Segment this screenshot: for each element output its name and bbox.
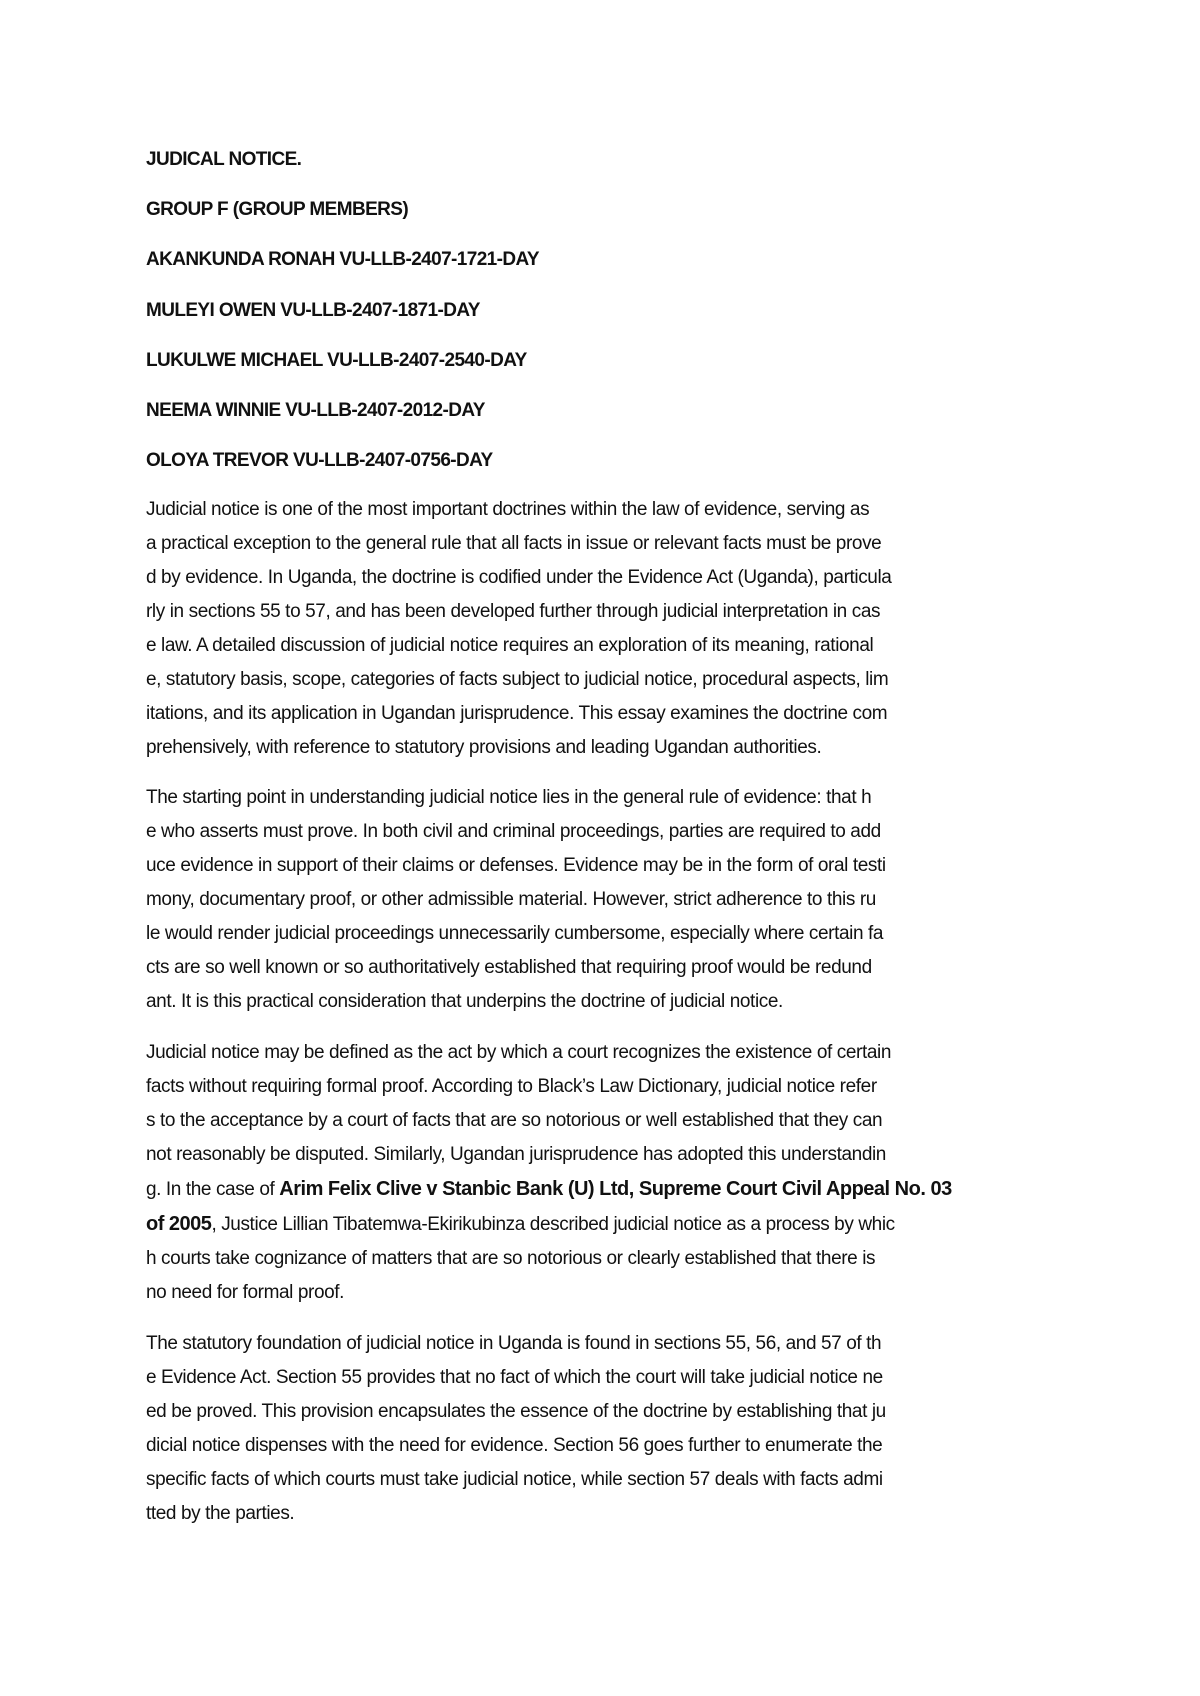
text-line: rly in sections 55 to 57, and has been developed further through judicial interpretation in cas bbox=[146, 601, 881, 623]
member-line: MULEYI OWEN VU-LLB-2407-1871-DAY bbox=[146, 299, 480, 321]
case-citation: Arim Felix Clive v Stanbic Bank (U) Ltd, Supreme Court Civil Appeal No. 03 bbox=[279, 1178, 952, 1201]
text-line: specific facts of which courts must take judicial notice, while section 57 deals with facts admi bbox=[146, 1469, 883, 1491]
text-line: itations, and its application in Ugandan jurisprudence. This essay examines the doctrine com bbox=[146, 703, 888, 725]
case-intro-text: g. In the case of bbox=[146, 1179, 280, 1201]
document-title: JUDICAL NOTICE. bbox=[146, 149, 302, 170]
text-line: h courts take cognizance of matters that are so notorious or clearly established that there is bbox=[146, 1248, 876, 1270]
member-line: AKANKUNDA RONAH VU-LLB-2407-1721-DAY bbox=[146, 249, 539, 271]
document-body bbox=[146, 148, 1064, 1531]
paragraph-spacer bbox=[146, 1310, 1064, 1327]
member-line: OLOYA TREVOR VU-LLB-2407-0756-DAY bbox=[146, 450, 493, 472]
member-line: LUKULWE MICHAEL VU-LLB-2407-2540-DAY bbox=[146, 349, 527, 371]
paragraph-statutory-foundation bbox=[146, 1327, 1064, 1531]
text-line: d by evidence. In Uganda, the doctrine is codified under the Evidence Act (Uganda), particula bbox=[146, 567, 892, 589]
text-line: dicial notice dispenses with the need for evidence. Section 56 goes further to enumerate the bbox=[146, 1435, 883, 1457]
text-line: prehensively, with reference to statutory provisions and leading Ugandan authorities. bbox=[146, 737, 822, 759]
paragraph-general-rule bbox=[146, 781, 1064, 1019]
text-line: e, statutory basis, scope, categories of facts subject to judicial notice, procedural aspects, lim bbox=[146, 669, 889, 691]
text-line: e who asserts must prove. In both civil and criminal proceedings, parties are required to add bbox=[146, 821, 881, 843]
member-line: NEEMA WINNIE VU-LLB-2407-2012-DAY bbox=[146, 399, 485, 421]
text-line: no need for formal proof. bbox=[146, 1282, 345, 1304]
text-line: le would render judicial proceedings unnecessarily cumbersome, especially where certain fa bbox=[146, 923, 884, 945]
text-line: e law. A detailed discussion of judicial notice requires an exploration of its meaning, rational bbox=[146, 635, 874, 657]
paragraph-spacer bbox=[146, 765, 1064, 781]
text-line: The statutory foundation of judicial notice in Uganda is found in sections 55, 56, and 57 of th bbox=[146, 1333, 882, 1355]
paragraph-spacer bbox=[146, 1019, 1064, 1036]
text-line: ant. It is this practical consideration that underpins the doctrine of judicial notice. bbox=[146, 991, 783, 1013]
paragraph-introduction bbox=[146, 493, 1064, 765]
text-line-case bbox=[146, 1207, 1064, 1242]
text-line: tted by the parties. bbox=[146, 1503, 295, 1525]
group-heading: GROUP F (GROUP MEMBERS) bbox=[146, 199, 409, 221]
text-line: Judicial notice may be defined as the act by which a court recognizes the existence of certain bbox=[146, 1042, 892, 1064]
text-line: e Evidence Act. Section 55 provides that no fact of which the court will take judicial notice ne bbox=[146, 1367, 883, 1389]
text-line: Judicial notice is one of the most important doctrines within the law of evidence, serving as bbox=[146, 499, 870, 521]
text-line: not reasonably be disputed. Similarly, Ugandan jurisprudence has adopted this understandin bbox=[146, 1144, 886, 1166]
text-line: uce evidence in support of their claims or defenses. Evidence may be in the form of oral testi bbox=[146, 855, 886, 877]
text-line: The starting point in understanding judicial notice lies in the general rule of evidence: that h bbox=[146, 787, 872, 809]
text-line: ed be proved. This provision encapsulates the essence of the doctrine by establishing that ju bbox=[146, 1401, 886, 1423]
text-line: cts are so well known or so authoritatively established that requiring proof would be redund bbox=[146, 957, 872, 979]
text-line: s to the acceptance by a court of facts that are so notorious or well established that they can bbox=[146, 1110, 883, 1132]
case-description-text: , Justice Lillian Tibatemwa-Ekirikubinza described judicial notice as a process by whic bbox=[211, 1214, 895, 1236]
paragraph-definition bbox=[146, 1036, 1064, 1310]
text-line-case bbox=[146, 1172, 1064, 1207]
text-line: facts without requiring formal proof. According to Black’s Law Dictionary, judicial notice refer bbox=[146, 1076, 877, 1098]
text-line: mony, documentary proof, or other admissible material. However, strict adherence to this ru bbox=[146, 889, 876, 911]
text-line: a practical exception to the general rule that all facts in issue or relevant facts must be prove bbox=[146, 533, 882, 555]
case-citation-year: of 2005 bbox=[146, 1213, 212, 1236]
